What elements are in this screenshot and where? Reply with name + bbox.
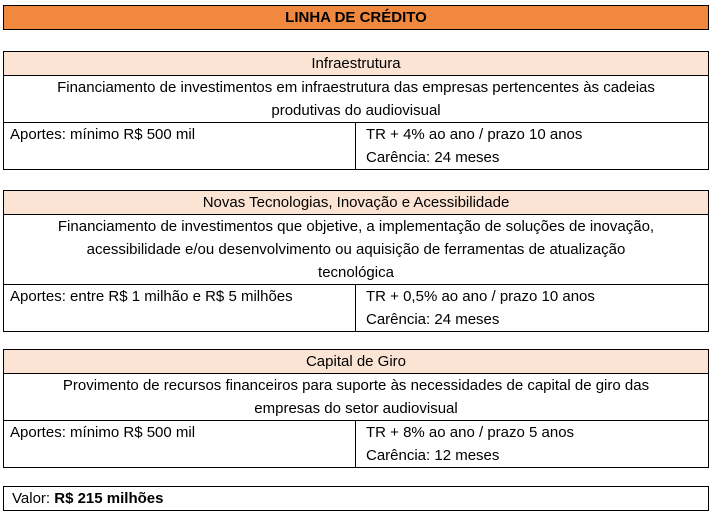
grace-period: Carência: 12 meses [366, 447, 500, 464]
section-header: Infraestrutura [4, 52, 708, 76]
terms-row [4, 421, 708, 467]
section-infraestrutura [3, 51, 709, 170]
conditions-cell [356, 421, 708, 467]
grace-period: Carência: 24 meses [366, 149, 500, 166]
description-line: acessibilidade e/ou desenvolvimento ou aquisição de ferramentas de atualização [86, 241, 626, 258]
description-line: Financiamento de investimentos que objetive, a implementação de soluções de inovação, [57, 218, 655, 235]
section-description [4, 215, 708, 285]
total-value [3, 486, 709, 511]
section-capital-de-giro [3, 349, 709, 468]
section-description [4, 76, 708, 123]
total-value-amount: R$ 215 milhões [54, 490, 164, 507]
aportes-cell: Aportes: mínimo R$ 500 mil [4, 123, 356, 169]
description-line: produtivas do audiovisual [271, 102, 441, 119]
description-line: empresas do setor audiovisual [254, 400, 458, 417]
description-line: tecnológica [318, 264, 394, 281]
rate-term: TR + 0,5% ao ano / prazo 10 anos [366, 288, 595, 305]
section-novas-tecnologias [3, 190, 709, 332]
total-value-label: Valor: [12, 490, 55, 507]
aportes-cell: Aportes: mínimo R$ 500 mil [4, 421, 356, 467]
conditions-cell [356, 123, 708, 169]
terms-row [4, 123, 708, 169]
grace-period: Carência: 24 meses [366, 311, 500, 328]
section-description [4, 374, 708, 421]
description-line: Financiamento de investimentos em infraestrutura das empresas pertencentes às cadeias [57, 79, 655, 96]
credit-line-title: LINHA DE CRÉDITO [3, 5, 709, 30]
conditions-cell [356, 285, 708, 331]
terms-row [4, 285, 708, 331]
rate-term: TR + 8% ao ano / prazo 5 anos [366, 424, 575, 441]
section-header: Novas Tecnologias, Inovação e Acessibilidade [4, 191, 708, 215]
aportes-cell: Aportes: entre R$ 1 milhão e R$ 5 milhões [4, 285, 356, 331]
description-line: Provimento de recursos financeiros para suporte às necessidades de capital de giro das [62, 377, 650, 394]
rate-term: TR + 4% ao ano / prazo 10 anos [366, 126, 583, 143]
section-header: Capital de Giro [4, 350, 708, 374]
